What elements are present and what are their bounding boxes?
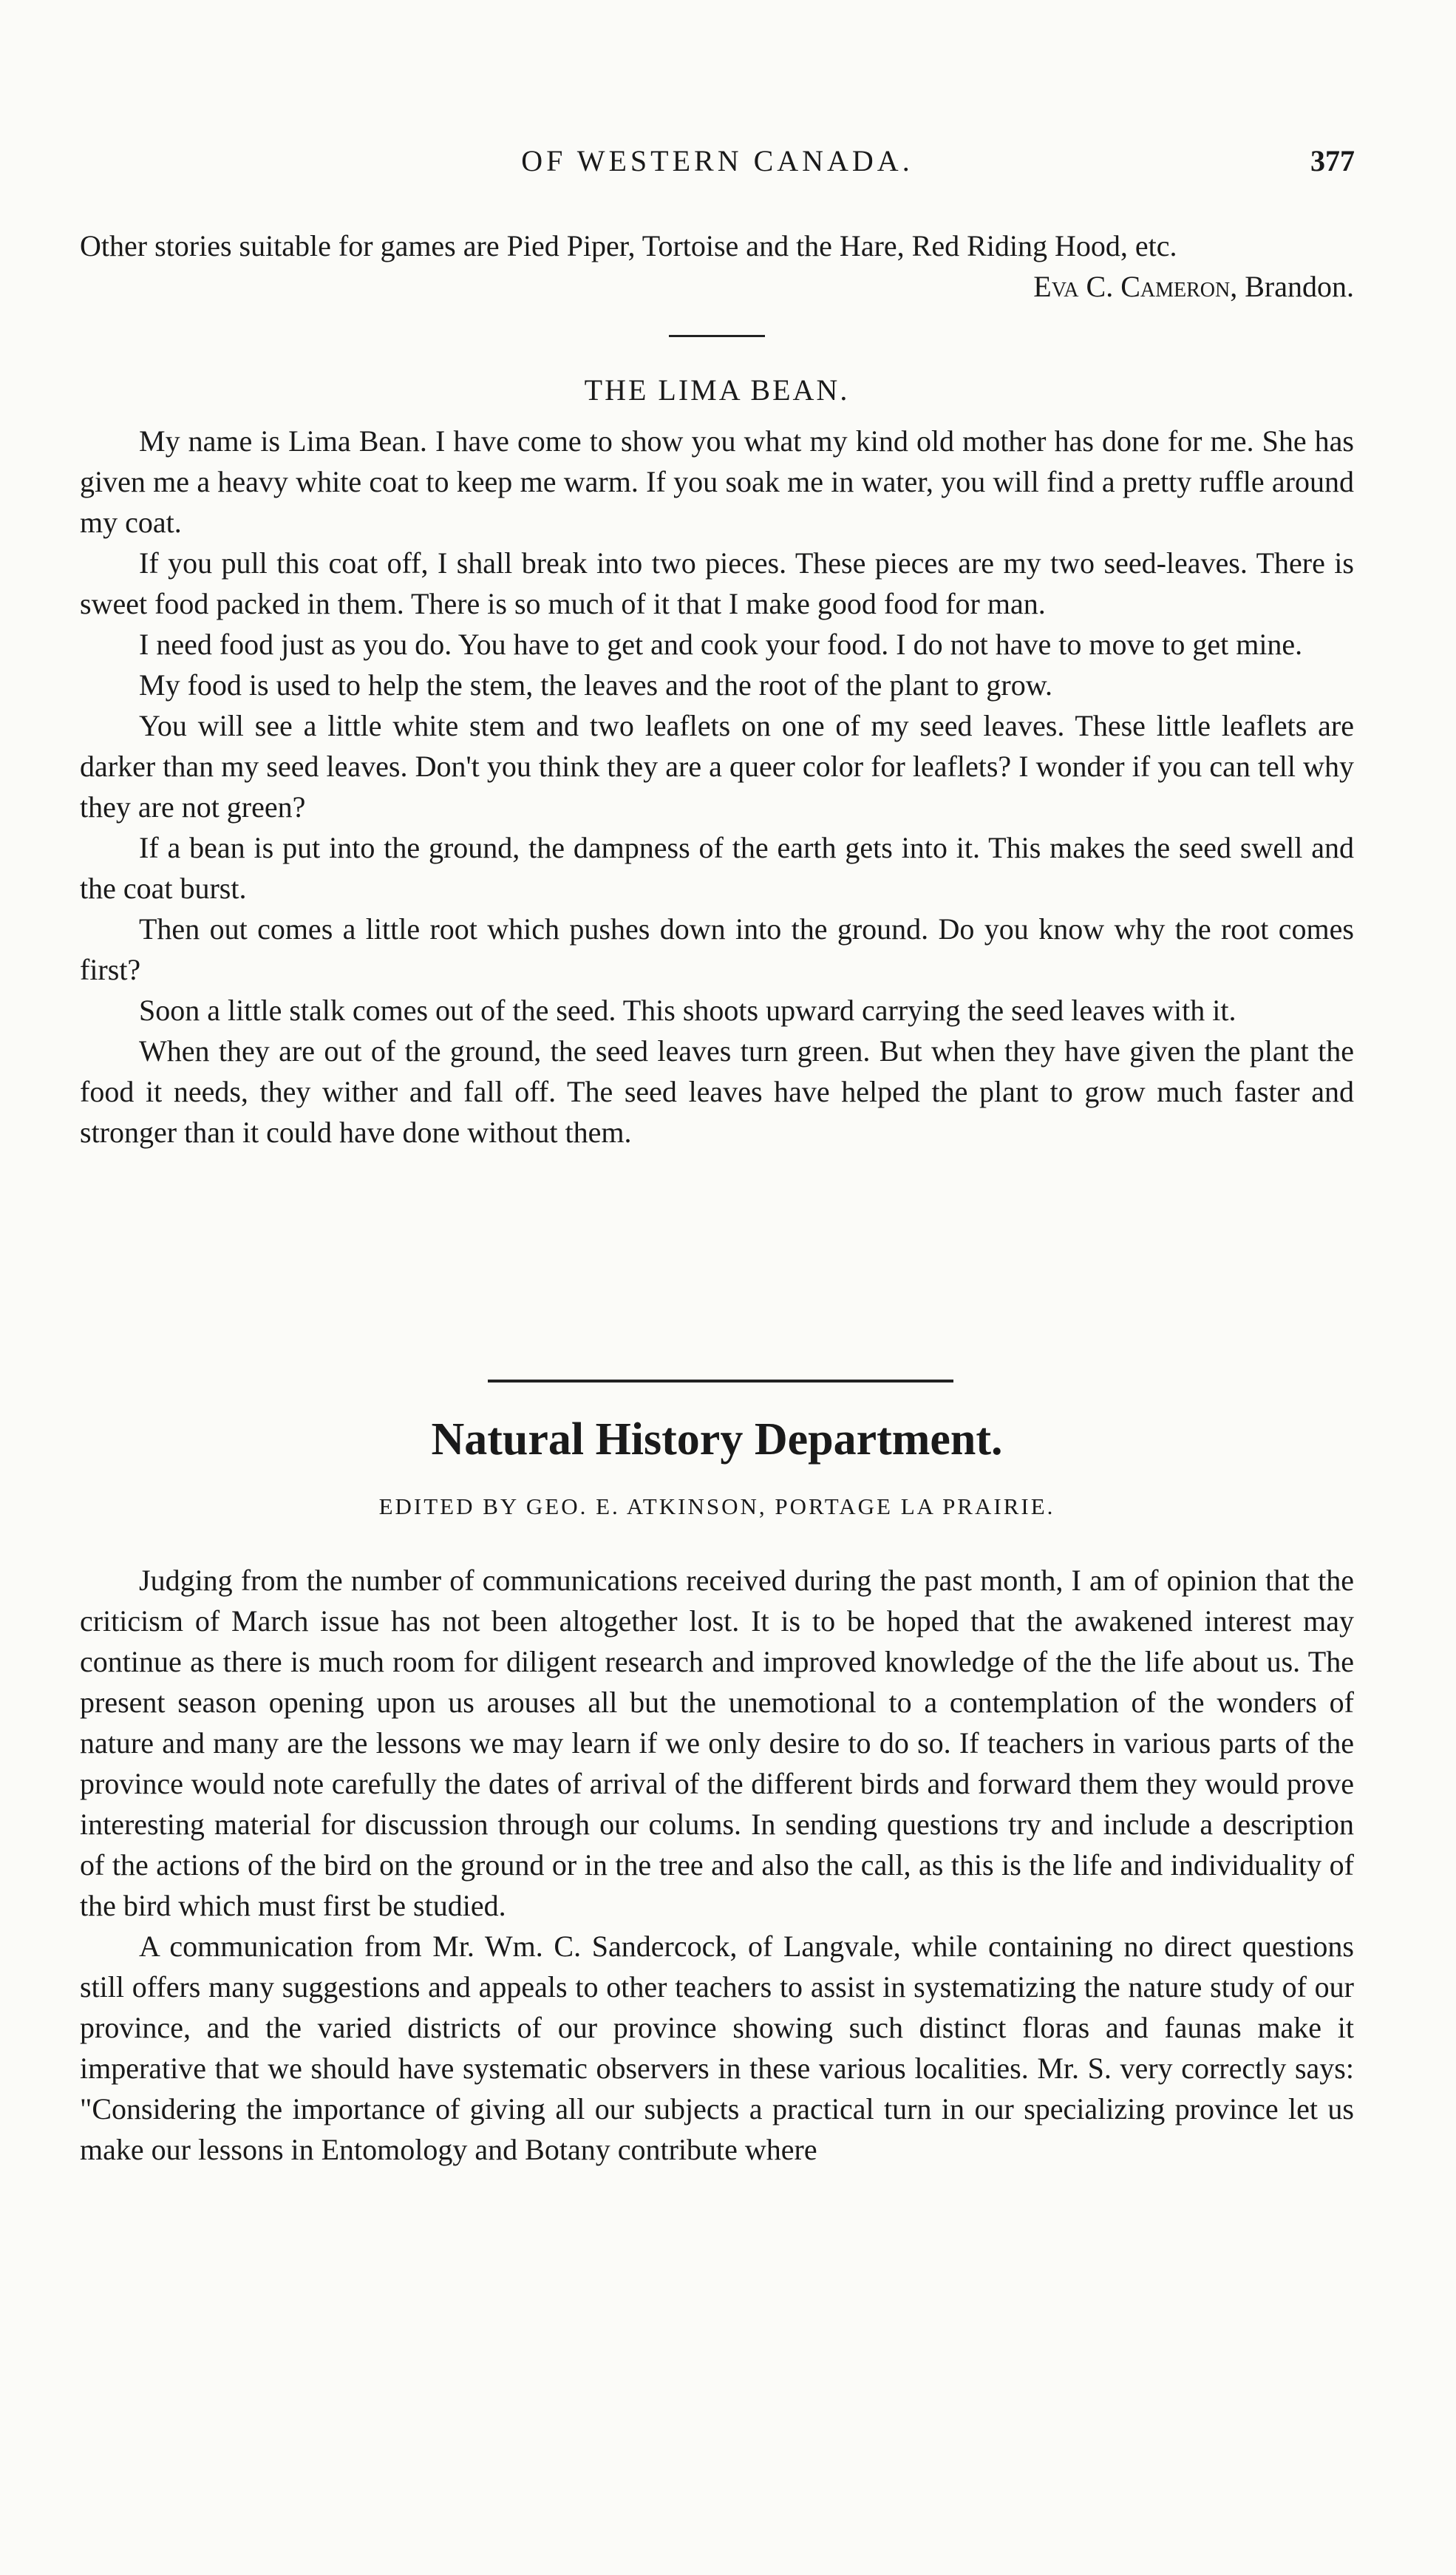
running-head: OF WESTERN CANADA. (521, 144, 914, 177)
section-divider (669, 335, 765, 337)
games-and-lima-section (80, 225, 1354, 1153)
games-paragraph: Other stories suitable for games are Pied Piper, Tortoise and the Hare, Red Riding Hood, etc. (80, 229, 1177, 262)
lima-paragraph: My name is Lima Bean. I have come to show you what my kind old mother has done for me. She has given me a heavy white coat to keep me warm. If you soak me in water, you will find a pretty ruffle around my coat. (80, 424, 1354, 539)
signature (80, 266, 1354, 307)
natural-history-paragraph: Judging from the number of communications received during the past month, I am of opinion that the criticism of March issue has not been altogether lost. It is to be hoped that the awakened interest may continue as there is much room for diligent research and improved knowledge of the the life about us. The present season opening upon us arouses all but the unemotional to a contemplation of the wonders of nature and many are the lessons we may learn if we only desire to do so. If teachers in various parts of the province would note carefully the dates of arrival of the different birds and forward them they would prove interesting material for discussion through our colums. In sending questions try and include a description of the actions of the bird on the ground or in the tree and also the call, as this is the life and individuality of the bird which must first be studied. (80, 1564, 1354, 1922)
lima-paragraph: Then out comes a little root which pushes down into the ground. Do you know why the root comes first? (80, 912, 1354, 986)
lima-paragraph: Soon a little stalk comes out of the seed. This shoots upward carrying the seed leaves with it. (139, 994, 1236, 1027)
lima-paragraph: If you pull this coat off, I shall break into two pieces. These pieces are my two seed-leaves. There is sweet food packed in them. There is so much of it that I make good food for man. (80, 546, 1354, 620)
lima-paragraph: I need food just as you do. You have to get and cook your food. I do not have to move to get mine. (139, 628, 1303, 661)
department-title: Natural History Department. (431, 1414, 1003, 1465)
lima-paragraph: You will see a little white stem and two leaflets on one of my seed leaves. These little leaflets are darker than my seed leaves. Don't you think they are a queer color for leaflets? I wonder if you can tell why they are not green? (80, 709, 1354, 824)
natural-history-paragraph: A communication from Mr. Wm. C. Sandercock, of Langvale, while containing no direct questions still offers many suggestions and appeals to other teachers to assist in systematizing the nature study of our province, and the varied districts of our province showing such distinct floras and faunas make it imperative that we should have systematic observers in these various localities. Mr. S. very correctly says: "Considering the importance of giving all our subjects a practical turn in our specializing province let us make our lessons in Entomology and Botany contribute where (80, 1930, 1354, 2166)
page-number: 377 (1310, 144, 1355, 177)
lima-paragraph: If a bean is put into the ground, the dampness of the earth gets into it. This makes the seed swell and the coat burst. (80, 831, 1354, 905)
signature-place: , Brandon. (1230, 270, 1354, 303)
department-divider (488, 1380, 953, 1383)
story-title: THE LIMA BEAN. (584, 373, 850, 407)
page-header (80, 143, 1355, 180)
natural-history-section (80, 1560, 1354, 2170)
signature-name: Eva C. Cameron (1033, 270, 1231, 303)
lima-paragraph: My food is used to help the stem, the leaves and the root of the plant to grow. (139, 668, 1053, 702)
lima-paragraph: When they are out of the ground, the seed leaves turn green. But when they have given the plant the food it needs, they wither and fall off. The seed leaves have helped the plant to grow much faster and stronger than it could have done without them. (80, 1034, 1354, 1149)
editor-line: EDITED BY GEO. E. ATKINSON, PORTAGE LA PRAIRIE. (378, 1493, 1055, 1519)
